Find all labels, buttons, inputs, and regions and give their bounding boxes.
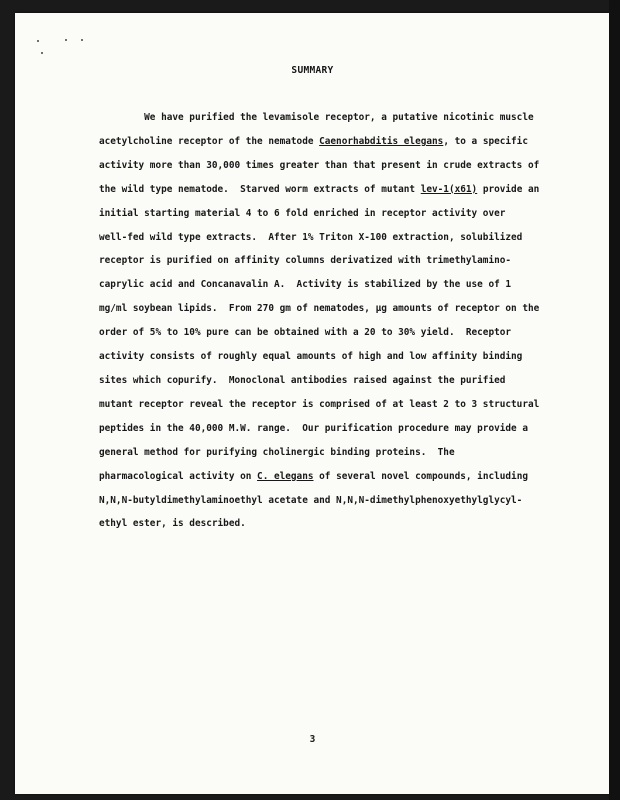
summary-heading: SUMMARY: [291, 65, 334, 76]
text-line: activity more than 30,000 times greater than that present in crude extracts of: [99, 159, 540, 171]
scan-edge: [609, 0, 620, 800]
paper-speck: [65, 39, 67, 41]
underlined-term: Caenorhabditis elegans: [319, 135, 444, 147]
text-line: mutant receptor reveal the receptor is comprised of at least 2 to 3 structural: [99, 398, 540, 410]
text-line: well-fed wild type extracts. After 1% Triton X-100 extraction, solubilized: [99, 231, 523, 243]
text-line: N,N,N-butyldimethylaminoethyl acetate and N,N,N-dimethylphenoxyethylglycyl-: [99, 494, 523, 506]
text-line: caprylic acid and Concanavalin A. Activity is stabilized by the use of 1: [99, 279, 512, 291]
text-line: the wild type nematode. Starved worm extracts of mutant lev-1(x61) provide an: [99, 183, 540, 195]
text-line: initial starting material 4 to 6 fold enriched in receptor activity over: [99, 207, 506, 219]
paper-speck: [37, 40, 39, 42]
paper-speck: [41, 52, 43, 54]
underlined-term: C. elegans: [257, 470, 314, 482]
text-line: peptides in the 40,000 M.W. range. Our purification procedure may provide a: [99, 422, 528, 434]
text-line: ethyl ester, is described.: [99, 518, 246, 530]
text-line: mg/ml soybean lipids. From 270 gm of nematodes, μg amounts of receptor on the: [99, 303, 540, 315]
text-line: activity consists of roughly equal amounts of high and low affinity binding: [99, 351, 523, 363]
document-page: [15, 13, 610, 794]
text-line: receptor is purified on affinity columns derivatized with trimethylamino-: [99, 255, 512, 267]
text-line: order of 5% to 10% pure can be obtained with a 20 to 30% yield. Receptor: [99, 327, 512, 339]
page-number: 3: [309, 734, 316, 745]
text-line: acetylcholine receptor of the nematode Caenorhabditis elegans, to a specific: [99, 135, 528, 147]
summary-paragraph: [99, 106, 577, 536]
text-line: pharmacological activity on C. elegans of several novel compounds, including: [99, 470, 528, 482]
text-line: general method for purifying cholinergic binding proteins. The: [99, 446, 455, 458]
paper-speck: [81, 39, 83, 41]
underlined-term: lev-1(x61): [420, 183, 478, 195]
text-line: sites which copurify. Monoclonal antibodies raised against the purified: [99, 374, 506, 386]
text-line: We have purified the levamisole receptor, a putative nicotinic muscle: [99, 112, 534, 123]
